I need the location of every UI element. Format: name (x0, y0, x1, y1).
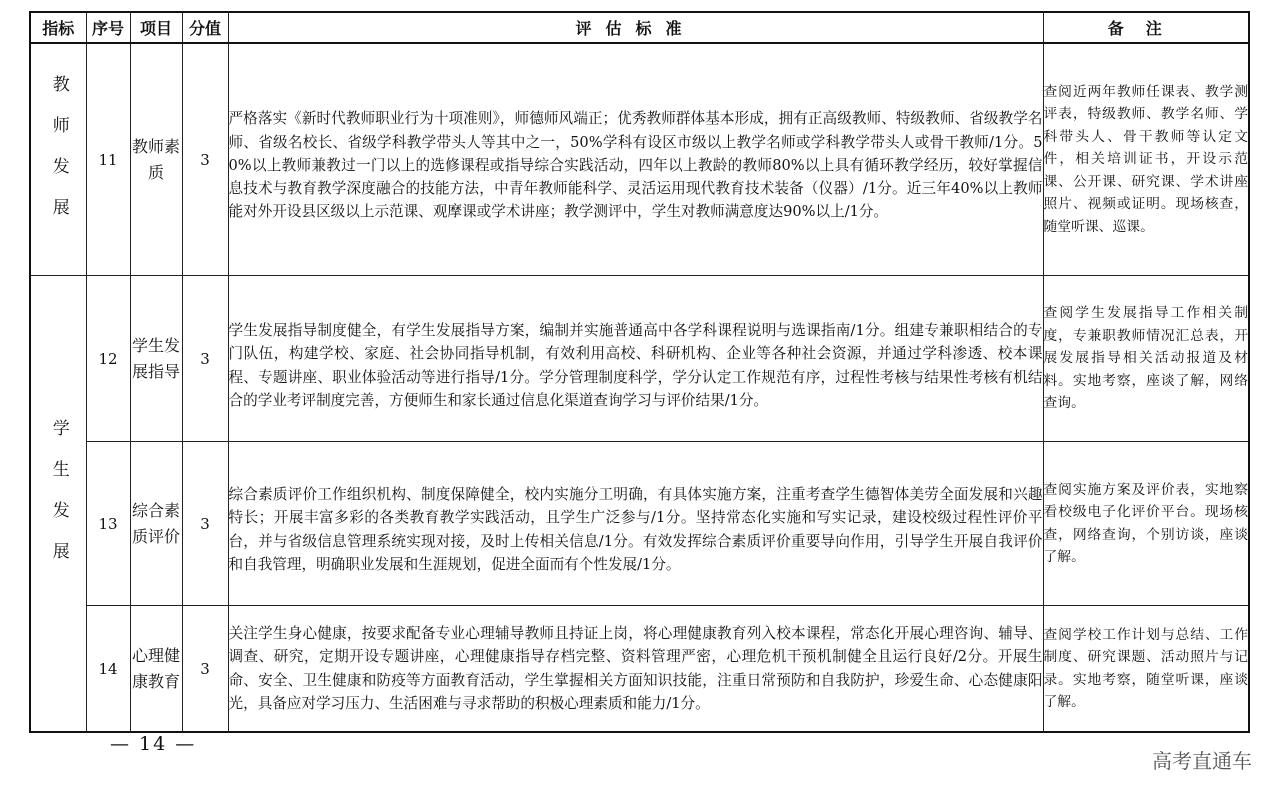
group-student-label: 学生发展 (48, 419, 69, 583)
row-criteria: 严格落实《新时代教师职业行为十项准则》，师德师风端正；优秀教师群体基本形成，拥有正高级教师、特级教师、省级教学名师、省级名校长、省级学科教学带头人等其中之一，50%学科有设区市级以上教学名师或学科教学带头人或骨干教师/1分。50%以上教师兼教过一门以上的选修课程或指导综合实践活动，四年以上教龄的教师80%以上具有循环教学经历，较好掌握信息技术与教育教学深度融合的技能方法，中青年教师能科学、灵活运用现代教育技术装备（仪器）/1分。近三年40%以上教师能对外开设县区级以上示范课、观摩课或学术讲座；教学测评中，学生对教师满意度达90%以上/1分。 (228, 43, 1043, 276)
row-item: 心理健康教育 (130, 606, 182, 733)
page-number: — 14 — (110, 733, 197, 755)
table-row (30, 606, 1249, 733)
table-row (30, 43, 1249, 276)
header-seq: 序号 (86, 12, 130, 43)
header-criteria: 评估标准 (228, 12, 1043, 43)
row-item: 教师素质 (130, 43, 182, 276)
row-score: 3 (182, 276, 228, 442)
row-note: 查阅实施方案及评价表，实地察看校级电子化评价平台。现场核查，网络查询，个别访谈，座谈了解。 (1043, 442, 1249, 606)
evaluation-table (29, 11, 1250, 733)
row-score: 3 (182, 43, 228, 276)
row-criteria: 学生发展指导制度健全，有学生发展指导方案，编制并实施普通高中各学科课程说明与选课指南/1分。组建专兼职相结合的专门队伍，构建学校、家庭、社会协同指导机制，有效利用高校、科研机构、企业等各种社会资源，并通过学科渗透、校本课程、专题讲座、职业体验活动等进行指导/1分。学分管理制度科学，学分认定工作规范有序，过程性考核与结果性考核有机结合的学业考评制度完善，方便师生和家长通过信息化渠道查询学习与评价结果/1分。 (228, 276, 1043, 442)
header-note: 备注 (1043, 12, 1249, 43)
table-row (30, 276, 1249, 442)
group-student-development (30, 276, 86, 733)
row-number: 12 (86, 276, 130, 442)
group-teacher-label: 教师发展 (48, 75, 69, 239)
row-criteria: 关注学生身心健康，按要求配备专业心理辅导教师且持证上岗，将心理健康教育列入校本课程，常态化开展心理咨询、辅导、调查、研究，定期开设专题讲座，心理健康指导存档完整、资料管理严密，心理危机干预机制健全且运行良好/2分。开展生命、安全、卫生健康和防疫等方面教育活动，学生掌握相关方面知识技能，注重日常预防和自我防护，珍爱生命、心态健康阳光，具备应对学习压力、生活困难与寻求帮助的积极心理素质和能力/1分。 (228, 606, 1043, 733)
row-note: 查阅学生发展指导工作相关制度，专兼职教师情况汇总表，开展发展指导相关活动报道及材料。实地考察，座谈了解，网络查询。 (1043, 276, 1249, 442)
watermark: 高考直通车 (1152, 749, 1252, 773)
table-row (30, 442, 1249, 606)
header-score: 分值 (182, 12, 228, 43)
row-criteria: 综合素质评价工作组织机构、制度保障健全，校内实施分工明确，有具体实施方案，注重考查学生德智体美劳全面发展和兴趣特长；开展丰富多彩的各类教育教学实践活动，且学生广泛参与/1分。坚持常态化实施和写实记录，建设校级过程性评价平台，并与省级信息管理系统实现对接，及时上传相关信息/1分。有效发挥综合素质评价重要导向作用，引导学生开展自我评价和自我管理，明确职业发展和生涯规划，促进全面而有个性发展/1分。 (228, 442, 1043, 606)
row-score: 3 (182, 442, 228, 606)
group-teacher-development (30, 43, 86, 276)
row-number: 11 (86, 43, 130, 276)
row-score: 3 (182, 606, 228, 733)
row-note: 查阅学校工作计划与总结、工作制度、研究课题、活动照片与记录。实地考察，随堂听课，座谈了解。 (1043, 606, 1249, 733)
row-number: 14 (86, 606, 130, 733)
row-number: 13 (86, 442, 130, 606)
row-note: 查阅近两年教师任课表、教学测评表，特级教师、教学名师、学科带头人、骨干教师等认定文件，相关培训证书，开设示范课、公开课、研究课、学术讲座照片、视频或证明。现场核查，随堂听课、巡课。 (1043, 43, 1249, 276)
header-indicator: 指标 (30, 12, 86, 43)
row-item: 综合素质评价 (130, 442, 182, 606)
header-row (30, 12, 1249, 43)
row-item: 学生发展指导 (130, 276, 182, 442)
header-item: 项目 (130, 12, 182, 43)
